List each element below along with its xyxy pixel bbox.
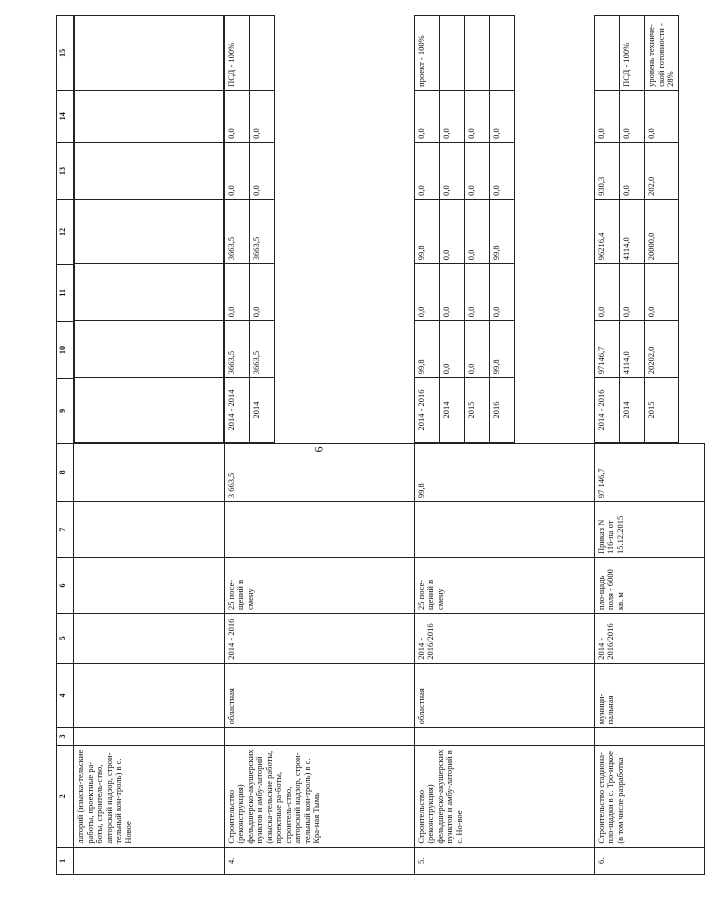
period-row: [595, 16, 620, 442]
period-table: [414, 16, 515, 443]
table-cell: областная: [414, 663, 594, 728]
table-cell: 930,3: [595, 142, 620, 199]
column-header: 6: [57, 558, 74, 614]
table-cell: 0,0: [440, 90, 465, 142]
table-row: [594, 16, 704, 875]
period-table: [224, 16, 275, 443]
period-row: [440, 16, 465, 442]
table-cell: [414, 728, 594, 745]
table-cell: областная: [224, 663, 414, 728]
table-cell: 0,0: [645, 264, 679, 321]
column-header: 9: [57, 379, 74, 444]
table-cell: 0,0: [595, 90, 620, 142]
table-cell: ПСД - 100%: [620, 16, 645, 90]
table-cell: 2014: [250, 378, 275, 442]
table-cell: 97 146,7: [594, 443, 704, 501]
table-cell: ПСД - 100%: [225, 16, 250, 90]
period-table: [74, 16, 224, 443]
table-cell: 0,0: [415, 90, 440, 142]
table-cell: [74, 558, 225, 614]
period-row: [620, 16, 645, 442]
table-cell: [75, 142, 224, 199]
table-cell: [250, 16, 275, 90]
table-cell: [465, 16, 490, 90]
table-cell: [75, 378, 224, 442]
table-cell: 0,0: [440, 321, 465, 378]
period-row: [415, 16, 440, 442]
table-cell: 0,0: [620, 90, 645, 142]
table-cell: пло-щадь поля - 6000 кв. м: [594, 558, 704, 614]
column-header: 3: [57, 728, 74, 745]
table-cell: 25 посе-щений в смену: [224, 558, 414, 614]
table-cell: 2014 - 2016: [224, 613, 414, 663]
table-cell: 99,8: [415, 199, 440, 263]
table-cell: 0,0: [620, 142, 645, 199]
table-cell: [75, 90, 224, 142]
table-cell: [75, 16, 224, 90]
table-cell: 2014 - 2016: [595, 378, 620, 442]
table-cell: латорий (изыска-тельские работы, проектные ра-боты, строитель-ство, авторский надзор, строи-тельный кон-троль) в с. Новое: [74, 745, 225, 847]
table-cell: 4114,0: [620, 199, 645, 263]
column-header: 4: [57, 663, 74, 728]
table-cell: 20202,0: [645, 321, 679, 378]
table-cell: проект - 100%: [415, 16, 440, 90]
table-cell: 3663,5: [250, 199, 275, 263]
table-cell: 0,0: [620, 264, 645, 321]
table-cell: 0,0: [465, 264, 490, 321]
table-cell: 0,0: [225, 142, 250, 199]
table-cell: 2014 - 2016/2016: [414, 613, 594, 663]
column-header: 2: [57, 745, 74, 847]
table-cell: [414, 502, 594, 558]
table-cell: [74, 847, 225, 874]
table-cell: 0,0: [595, 264, 620, 321]
period-row: [225, 16, 250, 442]
table-cell: 4.: [224, 847, 414, 874]
table-cell: [75, 199, 224, 263]
table-cell: 20000,0: [645, 199, 679, 263]
period-breakdown: [224, 16, 414, 444]
table-cell: 2014: [620, 378, 645, 442]
table-cell: 0,0: [415, 264, 440, 321]
column-header: 13: [57, 142, 74, 199]
table-cell: 202,0: [645, 142, 679, 199]
table-cell: [74, 613, 225, 663]
table-cell: [594, 728, 704, 745]
table-cell: 0,0: [440, 199, 465, 263]
table-cell: 0,0: [490, 90, 515, 142]
table-cell: [490, 16, 515, 90]
table-cell: 2016: [490, 378, 515, 442]
table-cell: 0,0: [250, 90, 275, 142]
table-cell: 99,8: [490, 199, 515, 263]
column-header: 12: [57, 200, 74, 265]
table-row: [414, 16, 594, 875]
investment-table: [56, 15, 705, 875]
table-cell: [224, 502, 414, 558]
table-cell: 0,0: [465, 142, 490, 199]
period-breakdown: [74, 16, 225, 444]
table-cell: 99,8: [415, 321, 440, 378]
table-cell: 0,0: [440, 142, 465, 199]
table-cell: Строительство (реконструкция) фельдшерско-акушерских пунктов и амбу-латорий (изыска-тельские работы, проектные ра-боты, строитель-ство, авторский надзор, строи-тельный кон-троль) в с. Кра-ная Тымь: [224, 745, 414, 847]
table-cell: 0,0: [490, 264, 515, 321]
column-header: 10: [57, 321, 74, 378]
table-cell: 0,0: [645, 90, 679, 142]
column-header: 1: [57, 847, 74, 874]
table-cell: 3663,5: [225, 321, 250, 378]
table-cell: 2014: [440, 378, 465, 442]
table-cell: 3663,5: [225, 199, 250, 263]
table-cell: 2014 - 2014: [225, 378, 250, 442]
table-cell: 0,0: [465, 90, 490, 142]
table-cell: 0,0: [465, 199, 490, 263]
table-cell: уровень техниче-ской готовности - 28%: [645, 16, 679, 90]
period-breakdown: [594, 16, 704, 444]
table-cell: Строительство (реконструкция) фельдшерско-акушерских пунктов и амбу-латорий в с. Но-вое: [414, 745, 594, 847]
document-sheet: [56, 15, 676, 875]
period-row: [250, 16, 275, 442]
table-cell: 0,0: [440, 264, 465, 321]
table-cell: 3 663,5: [224, 443, 414, 501]
table-cell: 0,0: [250, 264, 275, 321]
header-row: [57, 16, 74, 875]
table-row: [74, 16, 225, 875]
table-cell: 99,8: [490, 321, 515, 378]
table-cell: Строительство стадиона-пло-щадки в с. Тро-ицкое (в том числе разработка: [594, 745, 704, 847]
period-row: [465, 16, 490, 442]
table-cell: 99,8: [414, 443, 594, 501]
period-breakdown: [414, 16, 594, 444]
table-cell: 2015: [645, 378, 679, 442]
table-cell: 3663,5: [250, 321, 275, 378]
period-row: [645, 16, 679, 442]
table-cell: 4114,0: [620, 321, 645, 378]
column-header: 14: [57, 90, 74, 142]
column-header: 5: [57, 613, 74, 663]
table-cell: 0,0: [465, 321, 490, 378]
table-cell: [595, 16, 620, 90]
table-cell: 0,0: [225, 264, 250, 321]
table-row: [224, 16, 414, 875]
column-header: 7: [57, 502, 74, 558]
table-cell: [224, 728, 414, 745]
table-cell: 2014 - 2016: [415, 378, 440, 442]
table-cell: 0,0: [415, 142, 440, 199]
column-header: 15: [57, 16, 74, 91]
column-header: 8: [57, 443, 74, 501]
table-cell: 6.: [594, 847, 704, 874]
table-cell: 2015: [465, 378, 490, 442]
page-number: 6: [311, 446, 326, 453]
table-cell: [74, 663, 225, 728]
table-cell: [75, 264, 224, 321]
table-cell: 97146,7: [595, 321, 620, 378]
table-cell: Приказ N 116-па от 15.12.2015: [594, 502, 704, 558]
column-header: 11: [57, 264, 74, 321]
table-cell: [74, 502, 225, 558]
table-cell: 25 посе-щений в смену: [414, 558, 594, 614]
period-table: [594, 16, 679, 443]
period-row: [490, 16, 515, 442]
table-cell: 0,0: [490, 142, 515, 199]
table-cell: 0,0: [225, 90, 250, 142]
table-cell: [75, 321, 224, 378]
table-cell: [440, 16, 465, 90]
table-cell: муници-пальная: [594, 663, 704, 728]
table-cell: [74, 443, 225, 501]
table-cell: 5.: [414, 847, 594, 874]
table-cell: [74, 728, 225, 745]
table-cell: 0,0: [250, 142, 275, 199]
table-cell: 2014 - 2016/2016: [594, 613, 704, 663]
table-cell: 96216,4: [595, 199, 620, 263]
